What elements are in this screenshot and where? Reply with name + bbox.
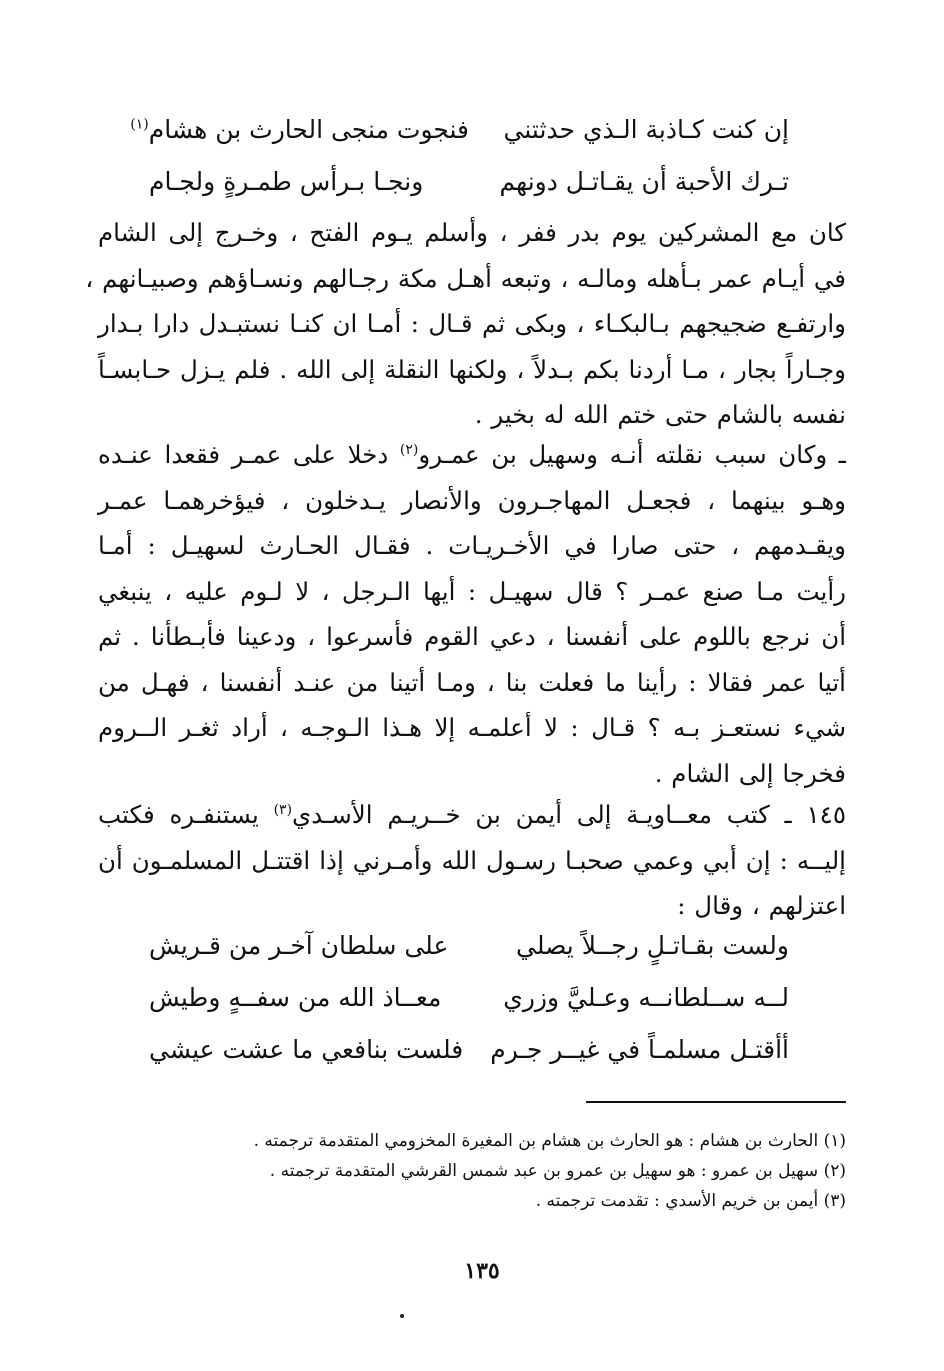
paragraph-line: فخرجا إلى الشام . [654,758,846,788]
paragraph-line: إليــه : إن أبي وعمي صحبـا رسـول الله وأمـرني إذا اقتتـل المسلمـون أن [98,845,846,875]
paragraph-1 [85,210,846,438]
verse-line [149,156,789,208]
paragraph-line: في أيـام عمر بـأهله ومالـه ، وتبعه أهـل مكة رجـالهم ونسـاؤهم وصبيـانهم ، [85,263,846,293]
paragraph-line: اعتزلهم ، وقال : [677,891,846,920]
paragraph-line: وارتفـع ضجيجهم بـالبكـاء ، وبكى ثم قـال : أمـا ان كنـا نستبـدل دارا بـدار [98,309,846,338]
entry-number: ١٤٥ [806,800,846,829]
paragraph-line: وجـاراً بجار ، مـا أردنا بكم بـدلاً ، ولكنها النقلة إلى الله . فلم يـزل حـابسـاً [98,354,846,384]
verse-first-hemistich: ولست بقـاتـلٍ رجــلاً يصلي [516,931,789,960]
verse-block-bottom [149,920,789,1076]
footnotes [98,1126,846,1216]
verse-first-hemistich: لــه ســلطانــه وعـليَّ وزري [503,983,789,1012]
verse-line [149,972,789,1024]
page-number: ١٣٥ [464,1258,500,1284]
paragraph-line: شيء نستعـز بـه ؟ قـال : لا أعلمـه إلا هـذا الـوجـه ، أراد ثغـر الــروم [98,713,846,742]
verse-first-hemistich: تـرك الأحبة أن يقـاتـل دونهم [499,167,789,196]
footnote-ref-3: (٣) [273,801,293,818]
verse-line [130,104,789,156]
footnote-separator [586,1101,846,1103]
footnote-ref-1: (١) [130,116,149,133]
paragraph-2 [98,432,846,796]
verse-block-top [130,104,789,208]
print-speck [400,1314,404,1318]
paragraph-line-head: ـ وكان سبب نقلته أنـه وسهيل بن عمـرو [418,440,846,469]
verse-second-hemistich [130,104,469,156]
footnote-3: (٣) أيمن بن خريم الأسدي : تقدمت ترجمته . [535,1191,846,1211]
verse-second-hemistich: فلست بنافعي ما عشت عيشي [149,1035,464,1064]
paragraph-line [98,792,846,838]
paragraph-line: أتيا عمر فقالا : رأينا ما فعلت بنا ، ومـا أتينا من عنـد أنفسنا ، فهـل من [98,667,846,697]
verse-first-hemistich: أأقتـل مسلمـاً في غيــر جـرم [490,1035,789,1064]
footnote-2: (٢) سهيل بن عمرو : هو سهيل بن عمرو بن عبد شمس القرشي المتقدمة ترجمته . [269,1161,846,1181]
footnote-1: (١) الحارث بن هشام : هو الحارث بن هشام بن المغيرة المخزومي المتقدمة ترجمته . [253,1131,846,1151]
verse-second-hemistich: معــاذ الله من سفــهٍ وطيش [149,983,442,1012]
footnote-ref-2: (٢) [399,441,419,458]
paragraph-line: ويقـدمهم ، حتى صارا في الأخـريـات . فقـال الحـارث لسهيـل : أمـا [98,531,846,560]
paragraph-line-tail: يستنفـره فكتب [98,800,259,829]
paragraph-line [98,432,846,478]
paragraph-3 [98,792,846,929]
paragraph-line-tail: دخلا على عمـر فقعدا عنـده [98,440,389,469]
paragraph-line: رأيت مـا صنع عمـر ؟ قال سهيـل : أيها الـرجل ، لا لـوم عليه ، ينبغي [98,576,846,606]
paragraph-line: كان مع المشركين يوم بدر ففر ، وأسلم يـوم الفتح ، وخـرج إلى الشام [98,218,846,247]
verse-second-text: فنجوت منجى الحارث بن هشام [148,115,469,144]
paragraph-line: نفسه بالشام حتى ختم الله له بخير . [474,400,846,429]
paragraph-line-head: ـ كتب معــاويـة إلى أيمن بن خــريـم الأسـدي [292,800,792,829]
verse-second-hemistich: ونجـا بـرأس طمـرةٍ ولجـام [149,167,424,196]
verse-first-hemistich: إن كنت كـاذبة الـذي حدثتني [503,115,789,144]
verse-line [149,920,789,972]
verse-second-hemistich: على سلطان آخـر من قـريش [149,931,449,960]
paragraph-line: أن نرجع باللوم على أنفسنا ، دعي القوم فأسرعوا ، ودعينا فأبـطأنا . ثم [98,622,846,651]
verse-line [149,1024,789,1076]
paragraph-line: وهـو بينهما ، فجعـل المهاجـرون والأنصار يـدخلون ، فيؤخرهمـا عمـر [98,485,846,515]
